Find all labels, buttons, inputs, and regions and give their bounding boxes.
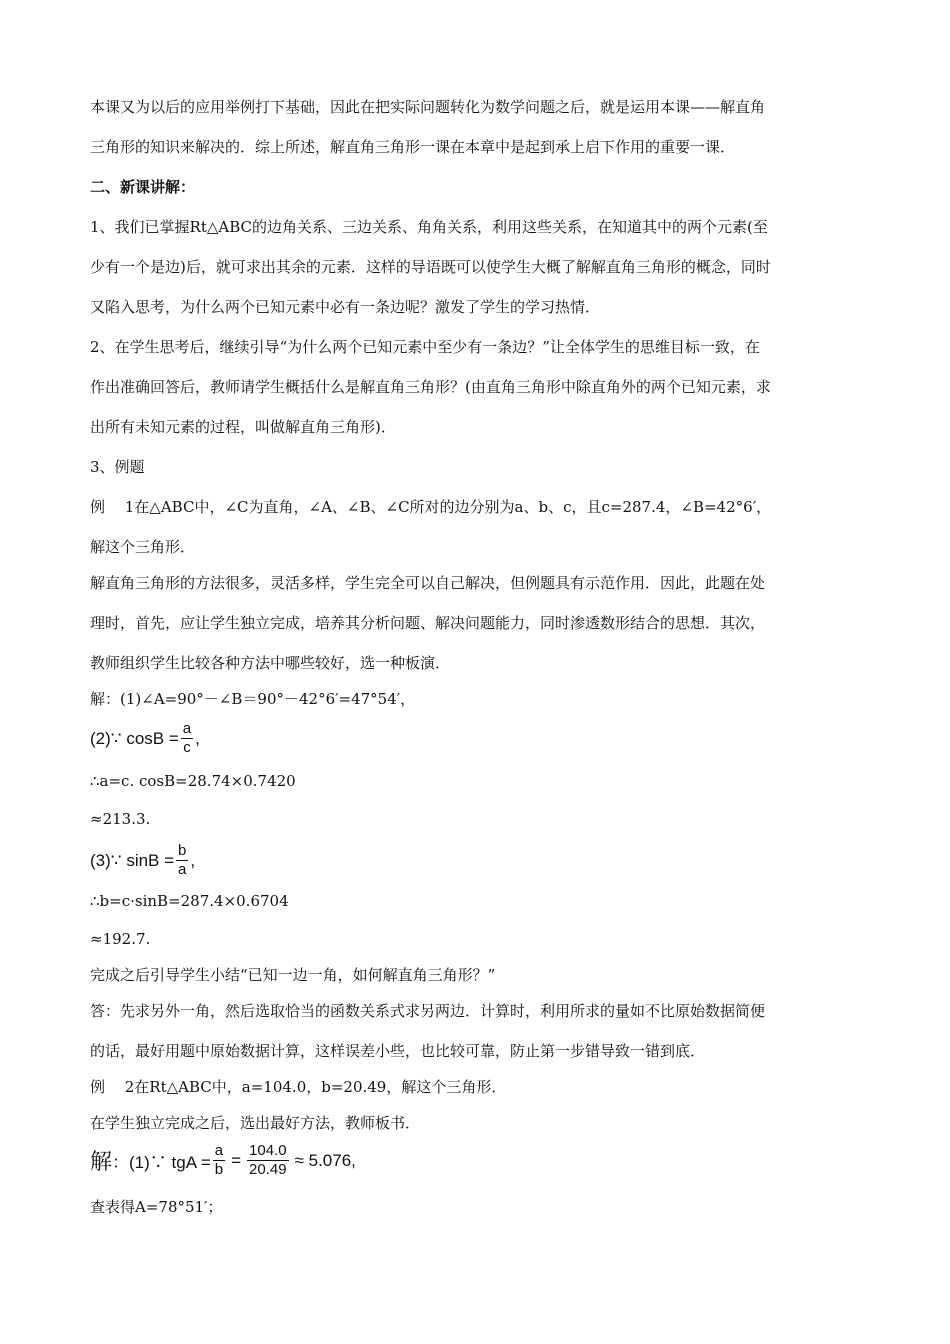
numerator: a xyxy=(182,720,192,737)
solution-step-2 xyxy=(90,720,200,757)
text-line: 三角形的知识来解决的．综上所述，解直角三角形一课在本章中是起到承上启下作用的重要一课． xyxy=(90,138,736,156)
example-1: 例 1在△ABC中，∠C为直角，∠A、∠B、∠C所对的边分别为a、b、c，且c=287.4，∠B=42°6′， xyxy=(90,498,772,516)
fraction xyxy=(247,1142,289,1179)
step2-prefix: (2)∵ cosB = xyxy=(90,728,179,748)
text-line: 1、我们已掌握Rt△ABC的边角关系、三边关系、角角关系，利用这些关系，在知道其中的两个元素(至 xyxy=(90,218,768,236)
example-2: 例 2在Rt△ABC中，a=104.0，b=20.49，解这个三角形． xyxy=(90,1078,507,1096)
step2-approx: ≈213.3. xyxy=(90,810,151,828)
fraction xyxy=(176,842,188,879)
approx-value: ≈ 5.076, xyxy=(294,1150,356,1170)
solution-label: 解 xyxy=(90,1149,113,1174)
text-line: 作出准确回答后，教师请学生概括什么是解直角三角形？(由直角三角形中除直角外的两个已知元素，求 xyxy=(90,378,771,396)
text-line: 查表得A=78°51′； xyxy=(90,1198,223,1216)
equals-sign: = xyxy=(231,1150,242,1170)
fraction xyxy=(213,1142,225,1179)
step2-suffix: , xyxy=(195,728,200,748)
solution-step-3 xyxy=(90,842,195,879)
text-line: 出所有未知元素的过程，叫做解直角三角形)． xyxy=(90,418,396,436)
denominator: c xyxy=(183,739,191,756)
step3-result: ∴b=c·sinB=287.4×0.6704 xyxy=(90,892,289,910)
step3-approx: ≈192.7. xyxy=(90,930,151,948)
text-line: 本课又为以后的应用举例打下基础，因此在把实际问题转化为数学问题之后，就是运用本课——解直角 xyxy=(90,98,766,116)
text-line: 3、例题 xyxy=(90,458,145,476)
text-line: 2、在学生思考后，继续引导“为什么两个已知元素中至少有一条边？”让全体学生的思维目标一致，在 xyxy=(90,338,760,356)
text-line: 教师组织学生比较各种方法中哪些较好，选一种板演． xyxy=(90,654,451,672)
numerator: b xyxy=(178,842,187,859)
ex2-prefix: ：(1)∵ tgA = xyxy=(112,1153,211,1172)
text-line: 解这个三角形． xyxy=(90,538,196,556)
text-line: 答：先求另外一角，然后选取恰当的函数关系式求另两边．计算时，利用所求的量如不比原始数据简便 xyxy=(90,1002,766,1020)
section-heading: 二、新课讲解： xyxy=(90,178,196,196)
numerator: a xyxy=(214,1142,224,1159)
text-line: 的话，最好用题中原始数据计算，这样误差小些，也比较可靠，防止第一步错导致一错到底． xyxy=(90,1042,706,1060)
numerator: 104.0 xyxy=(249,1142,287,1159)
solution-step-1: 解：(1)∠A=90°－∠B＝90°－42°6′=47°54′， xyxy=(90,690,416,708)
text-line: 在学生独立完成之后，选出最好方法，教师板书． xyxy=(90,1114,421,1132)
text-line: 又陷入思考，为什么两个已知元素中必有一条边呢？激发了学生的学习热情． xyxy=(90,298,601,316)
denominator: b xyxy=(214,1161,224,1178)
step3-prefix: (3)∵ sinB = xyxy=(90,850,175,870)
step3-suffix: , xyxy=(190,850,196,870)
example-2-solution xyxy=(90,1142,356,1179)
text-line: 少有一个是边)后，就可求出其余的元素．这样的导语既可以使学生大概了解解直角三角形的概念，同时 xyxy=(90,258,771,276)
text-line: 理时，首先，应让学生独立完成，培养其分析问题、解决问题能力，同时渗透数形结合的思想．其次， xyxy=(90,614,766,632)
fraction xyxy=(181,720,193,757)
step2-result: ∴a=c. cosB=28.74×0.7420 xyxy=(90,772,296,790)
text-line: 解直角三角形的方法很多，灵活多样，学生完全可以自己解决，但例题具有示范作用．因此，此题在处 xyxy=(90,574,766,592)
text-line: 完成之后引导学生小结“已知一边一角，如何解直角三角形？” xyxy=(90,966,496,984)
denominator: a xyxy=(178,861,187,878)
denominator: 20.49 xyxy=(249,1161,287,1178)
